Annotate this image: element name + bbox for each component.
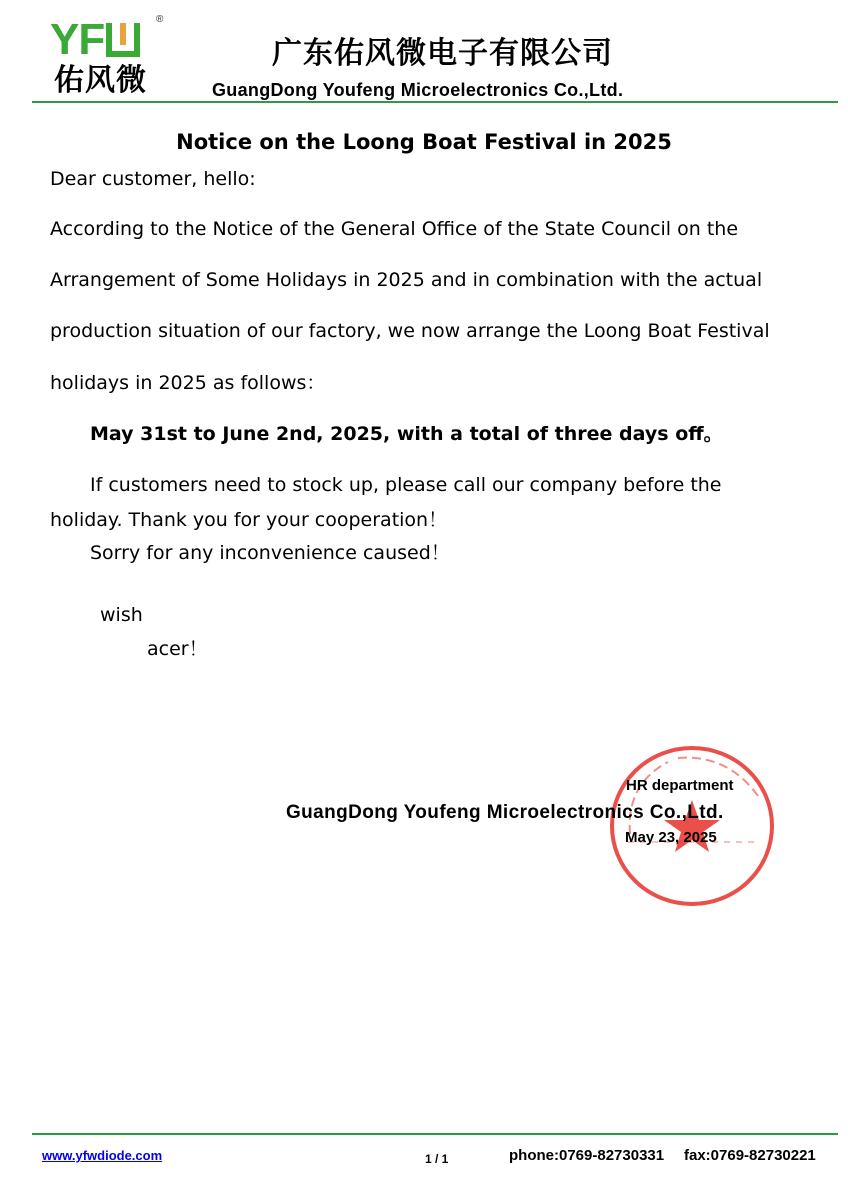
- holiday-dates: May 31st to June 2nd, 2025, with a total of three days off。: [90, 423, 723, 445]
- wish-line: acer！: [147, 638, 208, 660]
- page-number: 1 / 1: [425, 1152, 449, 1166]
- company-seal-stamp: [608, 744, 776, 908]
- fax-number: fax:0769-82730221: [684, 1147, 816, 1164]
- notice-title: Notice on the Loong Boat Festival in 2025: [176, 130, 672, 154]
- signature-department: HR department: [626, 777, 734, 794]
- header-divider: [32, 101, 838, 103]
- registered-mark: ®: [156, 14, 164, 25]
- company-name-chinese: 广东佑风微电子有限公司: [272, 36, 613, 71]
- company-name-english: GuangDong Youfeng Microelectronics Co.,Ltd.: [212, 80, 624, 100]
- paragraph-line: According to the Notice of the General Office of the State Council on the: [50, 218, 739, 240]
- greeting: Dear customer, hello:: [50, 168, 256, 190]
- stock-notice-line: holiday. Thank you for your cooperation！: [50, 509, 448, 531]
- logo-chinese-name: 佑风微: [54, 63, 147, 98]
- paragraph-line: holidays in 2025 as follows：: [50, 372, 326, 394]
- logo-letters: YF: [50, 15, 105, 64]
- stock-notice-line: If customers need to stock up, please call our company before the: [90, 474, 722, 496]
- signature-company: GuangDong Youfeng Microelectronics Co.,Ltd.: [286, 802, 724, 823]
- logo-w-mark: [106, 23, 140, 57]
- signature-date: May 23, 2025: [625, 829, 717, 846]
- footer-divider: [32, 1133, 838, 1135]
- website-link[interactable]: www.yfwdiode.com: [42, 1148, 163, 1163]
- paragraph-line: production situation of our factory, we now arrange the Loong Boat Festival: [50, 320, 770, 342]
- company-logo: [50, 15, 140, 64]
- wish-line: wish: [100, 604, 143, 626]
- paragraph-line: Arrangement of Some Holidays in 2025 and in combination with the actual: [50, 269, 763, 291]
- apology: Sorry for any inconvenience caused！: [90, 542, 450, 564]
- phone-number: phone:0769-82730331: [509, 1147, 665, 1164]
